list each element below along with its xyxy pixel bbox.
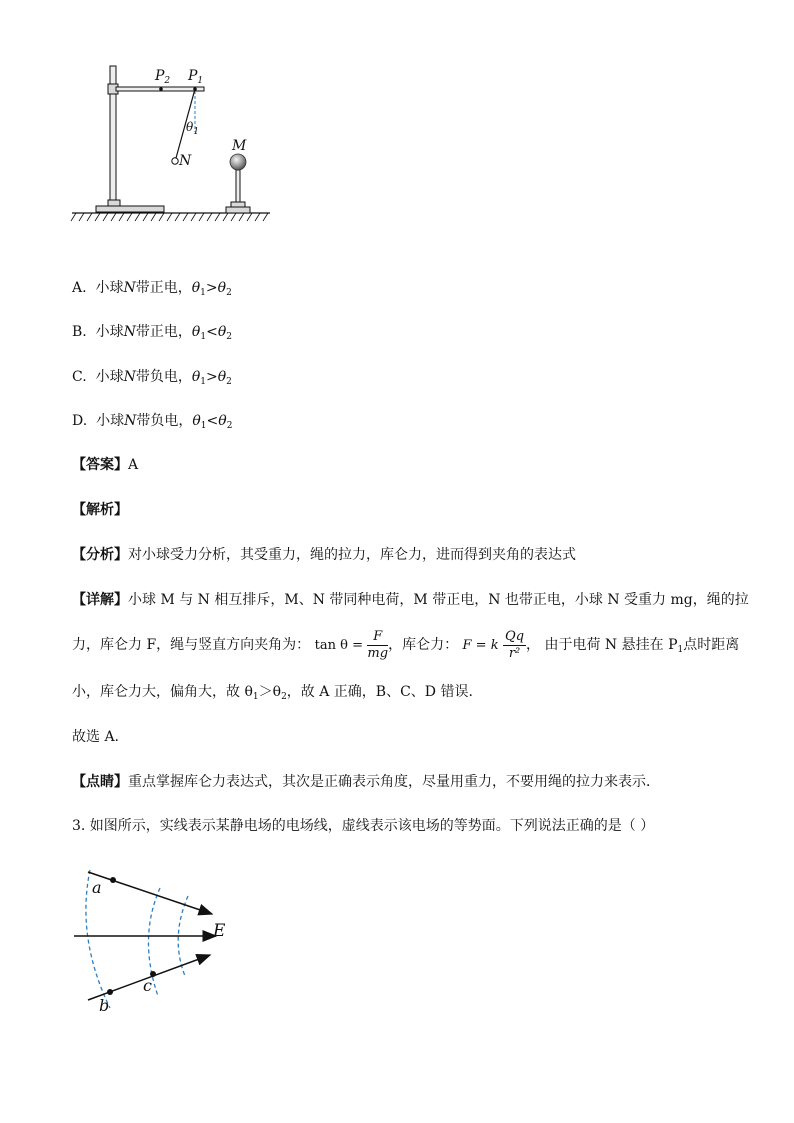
label-a: a xyxy=(92,878,102,897)
xiangjie-line2: 力，库仑力 F，绳与竖直方向夹角为： tan θ = $\frac{F}{mg}$ ，库仑力： F = k $\frac{Qq}{\text{r²}}$ ， 由于电荷 N 悬挂在 $P_1$点时距离 xyxy=(72,628,740,661)
option-b: B. 小球N带正电，$\theta_1<\theta_2$ xyxy=(72,324,232,342)
answer: 【答案】A xyxy=(72,457,139,473)
dianjing-paragraph: 【点睛】重点掌握库仑力表达式，其次是正确表示角度，尽量用重力，不要用绳的拉力来表示． xyxy=(72,774,660,790)
xiangjie-line1: 【详解】小球 M 与 N 相互排斥，M、N 带同种电荷，M 带正电，N 也带正电，小球 N 受重力 mg，绳的拉 xyxy=(72,592,749,608)
fraction-qq-over-r2: $\frac{Qq}{\text{r²}}$ xyxy=(505,628,525,661)
option-c: C. 小球N带负电，$\theta_1>\theta_2$ xyxy=(72,369,232,387)
label-m: M xyxy=(232,138,247,154)
label-e: E xyxy=(213,921,226,941)
label-n: N xyxy=(179,153,192,169)
figure-pendulum xyxy=(68,60,278,230)
fenxi-paragraph: 【分析】对小球受力分析，其受重力，绳的拉力，库仑力，进而得到夹角的表达式 xyxy=(72,547,576,563)
label-b: b xyxy=(99,996,110,1015)
analysis-heading: 【解析】 xyxy=(72,502,128,518)
option-d: D. 小球N带负电，$\theta_1<\theta_2$ xyxy=(72,413,233,431)
fraction-f-over-mg: $\frac{F}{mg}$ xyxy=(367,628,389,661)
conclusion: 故选 A. xyxy=(72,729,120,745)
xiangjie-line3: 小，库仑力大，偏角大，故 $\theta_1>\theta_2$，故 A 正确，B、C、D 错误. xyxy=(72,684,473,702)
label-theta1: $\theta_1$ xyxy=(186,120,199,137)
label-p2: $P_2$ xyxy=(155,68,171,86)
label-p1: $P_1$ xyxy=(188,68,204,86)
question-3: 3. 如图所示，实线表示某静电场的电场线，虚线表示该电场的等势面。下列说法正确的是（ ） xyxy=(72,818,655,834)
label-c: c xyxy=(143,976,152,995)
option-a: A. 小球N带正电，$\theta_1>\theta_2$ xyxy=(72,280,232,298)
